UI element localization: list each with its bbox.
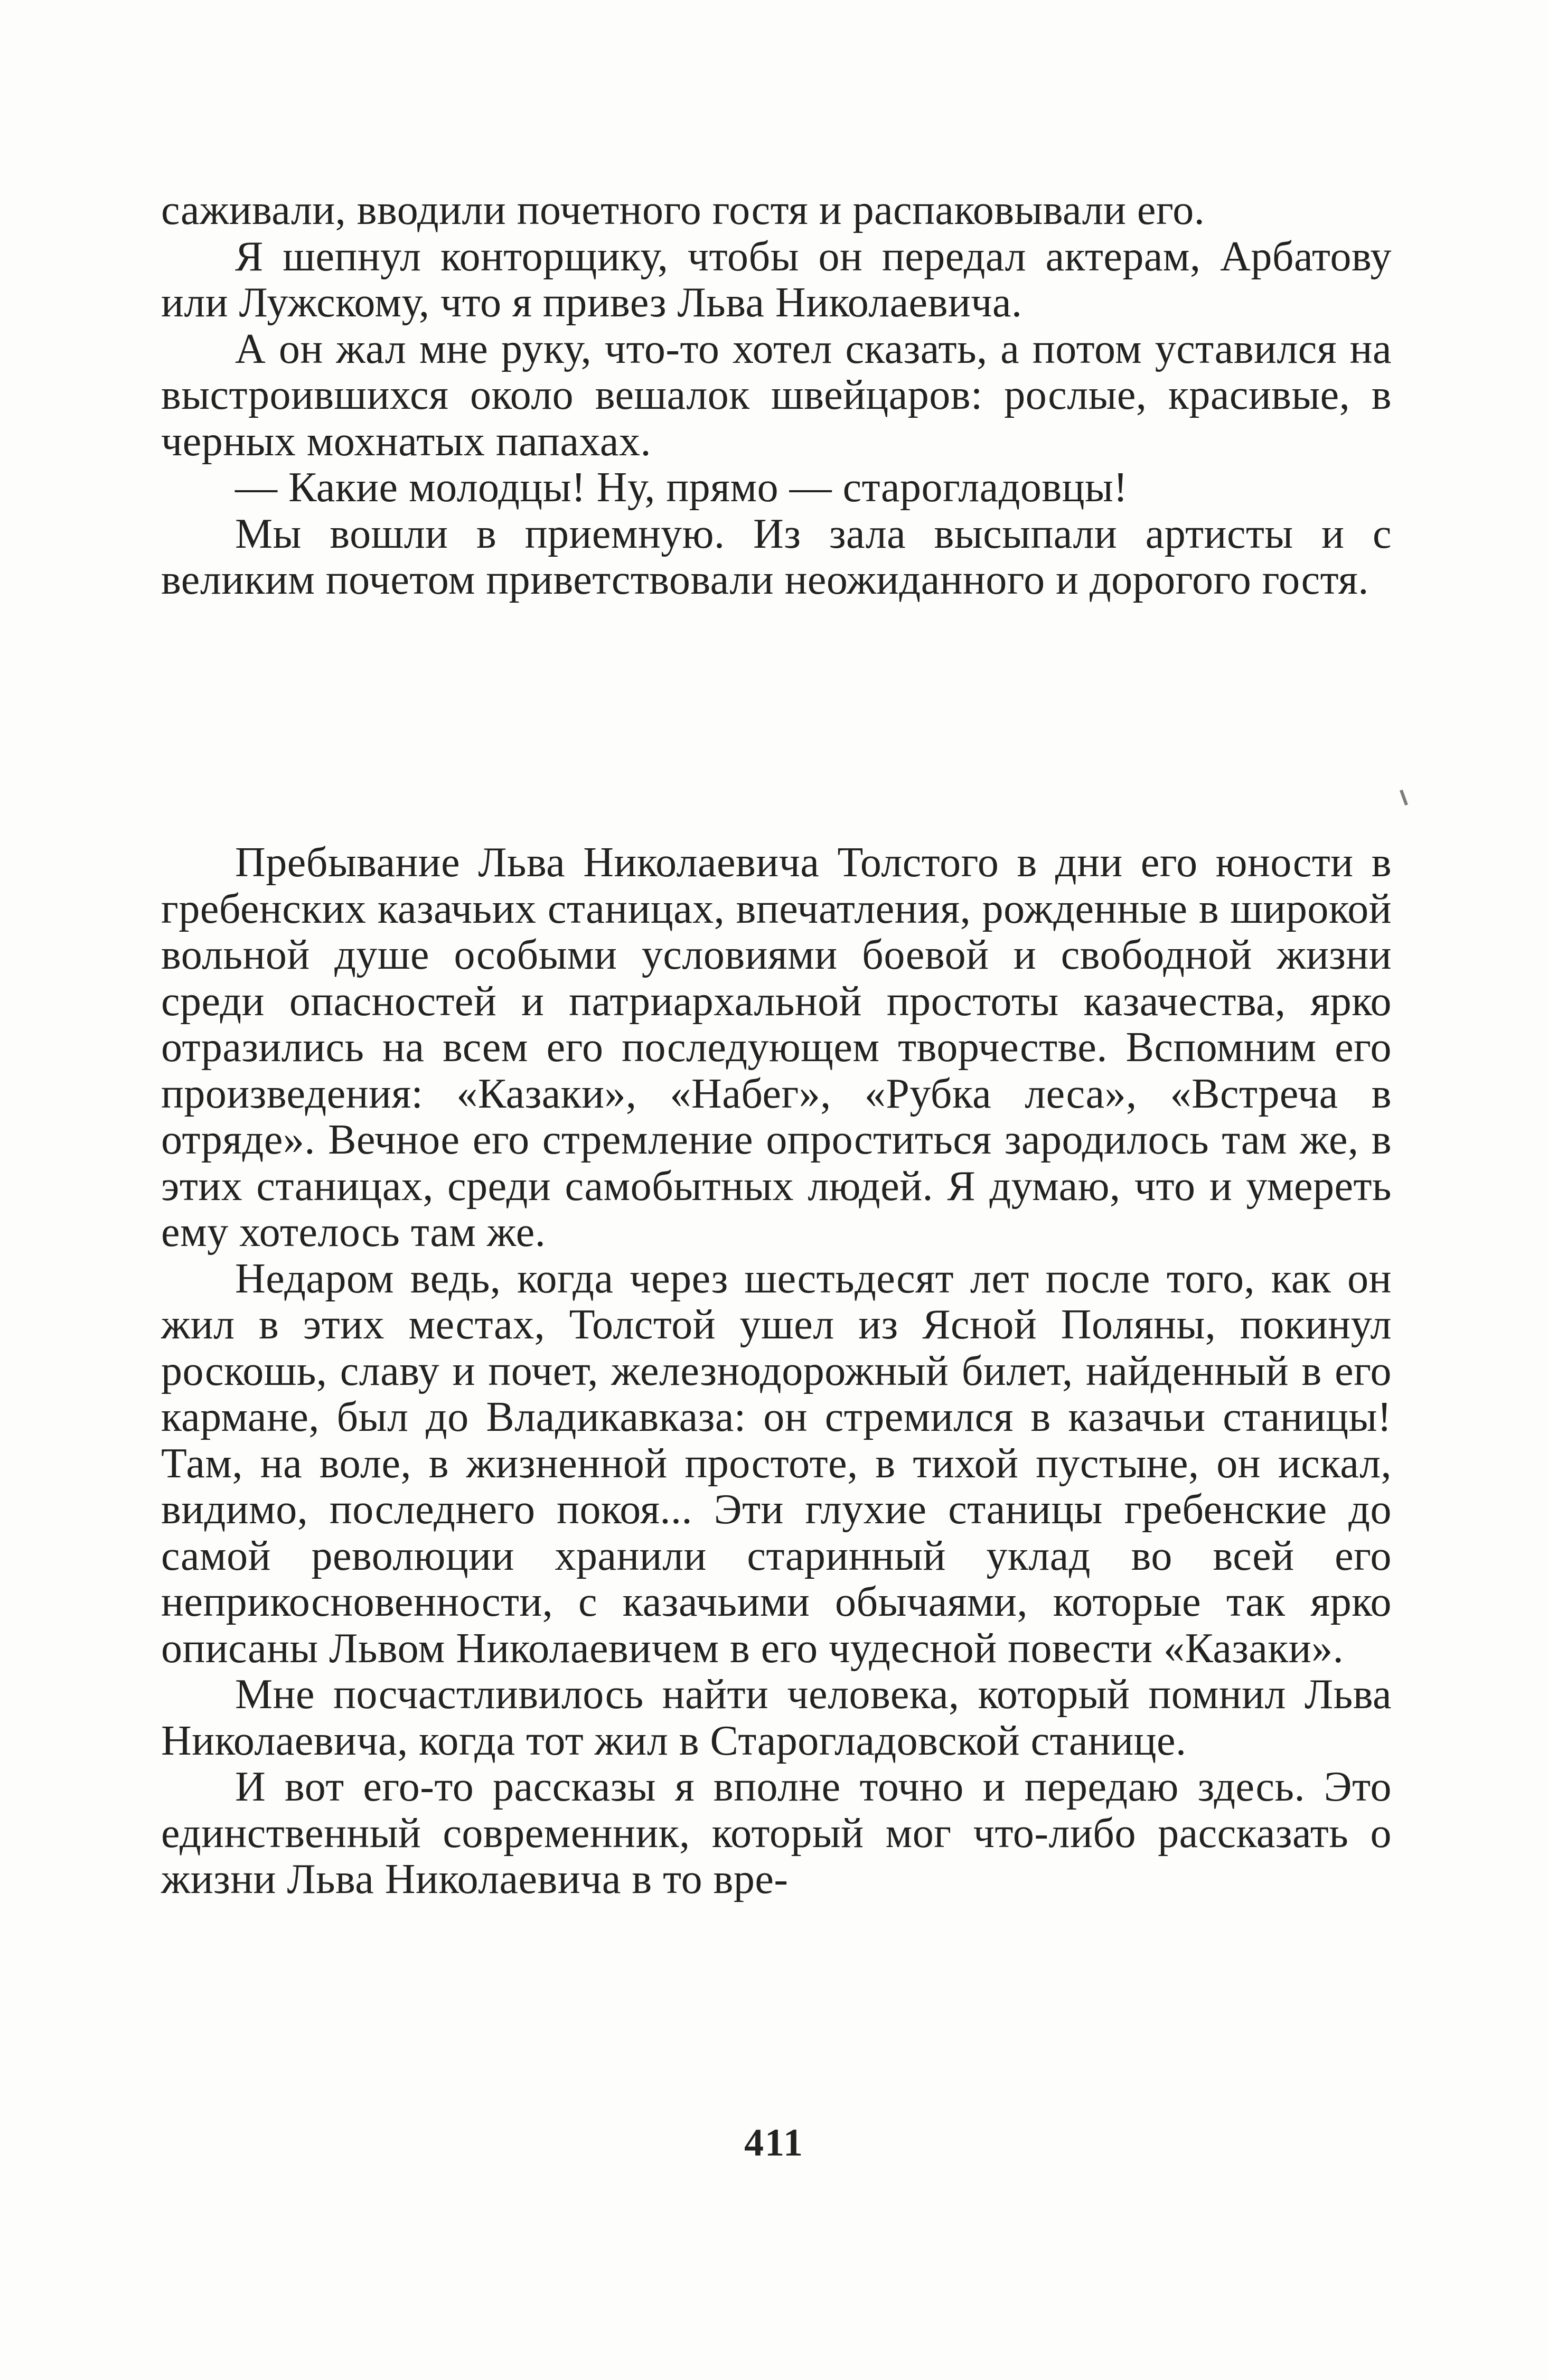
paragraph: Мне посчастливилось найти человека, который помнил Льва Николаевича, когда тот жил в Старогладовской станице. — [161, 1671, 1392, 1764]
paragraph: Я шепнул конторщику, чтобы он передал актерам, Арбатову или Лужскому, что я привез Льва Николаевича. — [161, 233, 1392, 326]
paragraph: И вот его-то рассказы я вполне точно и передаю здесь. Это единственный современник, который мог что-либо рассказать о жизни Льва Николаевича в то вре- — [161, 1764, 1392, 1903]
page-number: 411 — [744, 2121, 804, 2165]
text-block-top — [161, 188, 1392, 604]
paragraph: А он жал мне руку, что-то хотел сказать, а потом уставился на выстроившихся около вешалок швейцаров: рослые, красивые, в черных мохнатых папахах. — [161, 325, 1392, 465]
paragraph: Недаром ведь, когда через шестьдесят лет после того, как он жил в этих местах, Толстой ушел из Ясной Поляны, покинул роскошь, славу и почет, железнодорожный билет, найденный в его кармане, был до Владикавказа: он стремился в казачьи станицы! Там, на воле, в жизненной простоте, в тихой пустыне, он искал, видимо, последнего покоя... Эти глухие станицы гребенские до самой революции хранили старинный уклад во всей его неприкосновенности, с казачьими обычаями, которые так ярко описаны Львом Николаевичем в его чудесной повести «Казаки». — [161, 1255, 1392, 1672]
paragraph: Пребывание Льва Николаевича Толстого в дни его юности в гребенских казачьих станицах, впечатления, рожденные в широкой вольной душе особыми условиями боевой и свободной жизни среди опасностей и патриархальной простоты казачества, ярко отразились на всем его последующем творчестве. Вспомним его произведения: «Казаки», «Набег», «Рубка леса», «Встреча в отряде». Вечное его стремление опроститься зародилось там же, в этих станицах, среди самобытных людей. Я думаю, что и умереть ему хотелось там же. — [161, 839, 1392, 1255]
paragraph: — Какие молодцы! Ну, прямо — старогладовцы! — [235, 464, 1128, 511]
paragraph: Мы вошли в приемную. Из зала высыпали артисты и с великим почетом приветствовали неожиданного и дорогого гостя. — [161, 510, 1392, 603]
paragraph: саживали, вводили почетного гостя и распаковывали его. — [161, 187, 1205, 233]
text-block-bottom — [161, 840, 1392, 1903]
print-speck — [1400, 790, 1408, 805]
